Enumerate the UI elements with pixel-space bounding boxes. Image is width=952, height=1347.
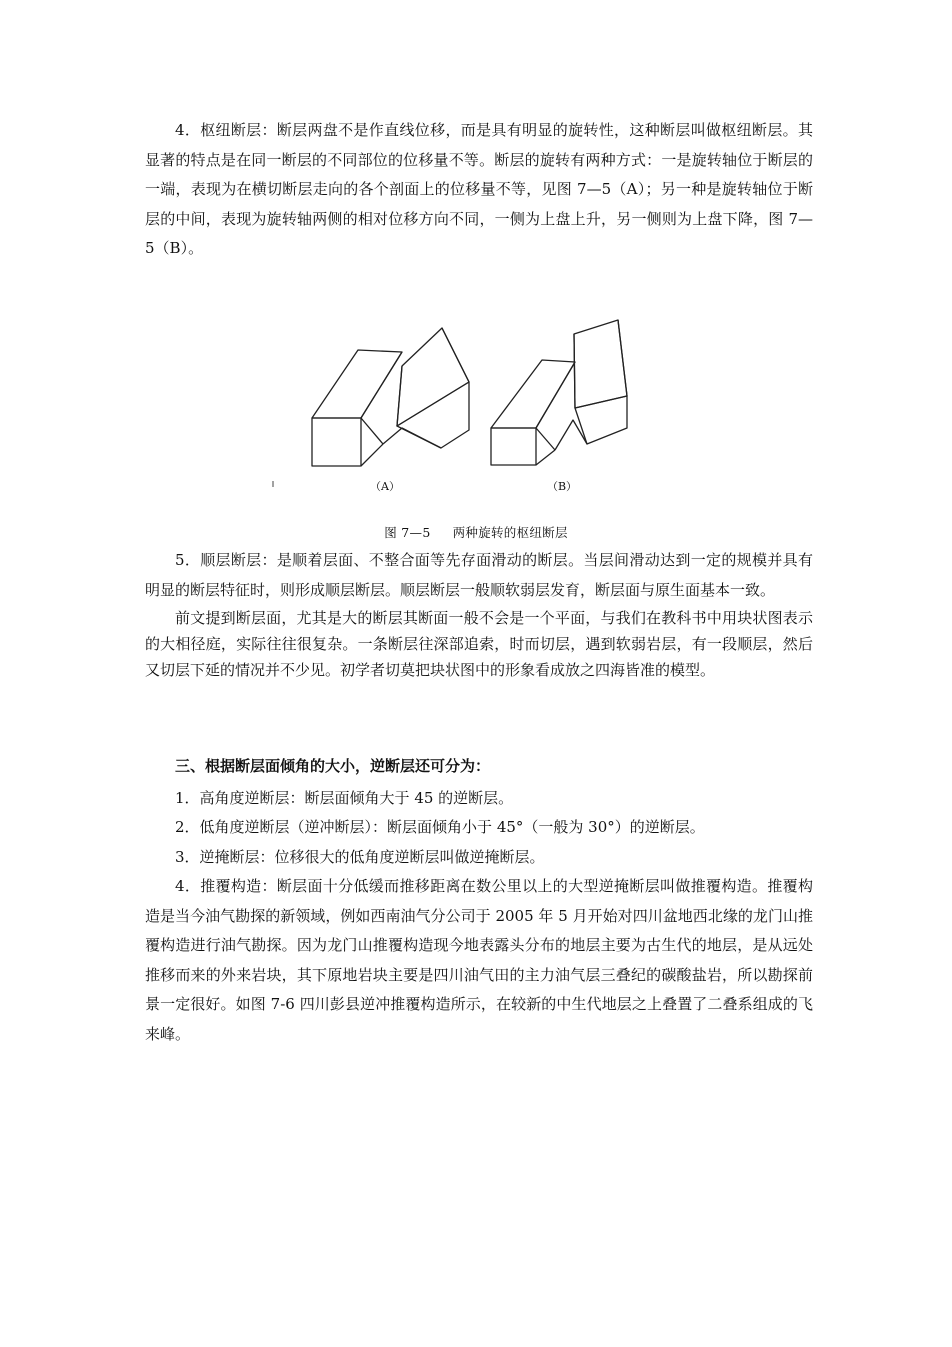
figure-caption-number: 图 7—5	[384, 525, 431, 540]
block-a-left	[312, 350, 402, 466]
block-b-right	[555, 320, 627, 450]
paragraph-nappe: 4．推覆构造：断层面十分低缓而推移距离在数公里以上的大型逆掩断层叫做推覆构造。推覆构造是当今油气勘探的新领域，例如西南油气分公司于 2005 年 5 月开始对四川盆地西北缘的龙门山推覆构造进行油气勘探。因为龙门山推覆构造现今地表露头分布的地层主要为古生代的地层，是从远处推移而来的外来岩块，其下原地岩块主要是四川油气田的主力油气层三叠纪的碳酸盐岩，所以勘探前景一定很好。如图 7-6 四川彭县逆冲推覆构造所示，在较新的中生代地层之上叠置了二叠系组成的飞来峰。	[145, 877, 813, 1043]
paragraph-bedding-fault: 5．顺层断层：是顺着层面、不整合面等先存面滑动的断层。当层间滑动达到一定的规模并具有明显的断层特征时，则形成顺层断层。顺层断层一般顺软弱层发育，断层面与原生面基本一致。	[145, 551, 813, 599]
text-block-bottom	[145, 752, 813, 1049]
figure-caption-title: 两种旋转的枢纽断层	[452, 525, 568, 540]
figure-label-a: （A）	[370, 480, 400, 493]
section-heading: 三、根据断层面倾角的大小，逆断层还可分为：	[175, 757, 491, 775]
block-b-left	[491, 360, 575, 465]
paragraph-hinge-fault: 4．枢纽断层：断层两盘不是作直线位移，而是具有明显的旋转性，这种断层叫做枢纽断层。其显著的特点是在同一断层的不同部位的位移量不等。断层的旋转有两种方式：一是旋转轴位于断层的一端，表现为在横切断层走向的各个剖面上的位移量不等，见图 7—5（A）；另一种是旋转轴位于断层的中间，表现为旋转轴两侧的相对位移方向不同，一侧为上盘上升，另一侧则为上盘下降，图 7—5（B）。	[145, 121, 813, 257]
text-block-top	[145, 116, 813, 264]
figure-caption	[0, 523, 952, 541]
figure-7-5	[265, 300, 685, 500]
paragraph-fault-surface-note: 前文提到断层面，尤其是大的断层其断面一般不会是一个平面，与我们在教科书中用块状图表示的大相径庭，实际往往很复杂。一条断层往深部追索，时而切层，遇到软弱岩层，有一段顺层，然后又切层下延的情况并不少见。初学者切莫把块状图中的形象看成放之四海皆准的模型。	[145, 609, 813, 679]
paragraph-high-angle: 1．高角度逆断层：断层面倾角大于 45 的逆断层。	[175, 788, 514, 807]
paragraph-low-angle: 2．低角度逆断层（逆冲断层）：断层面倾角小于 45°（一般为 30°）的逆断层。	[175, 818, 705, 836]
block-a-right	[383, 328, 469, 448]
text-block-middle	[145, 546, 813, 683]
figure-label-b: （B）	[546, 480, 578, 493]
paragraph-overthrust: 3．逆掩断层：位移很大的低角度逆断层叫做逆掩断层。	[175, 847, 545, 866]
hinge-fault-diagram	[265, 300, 685, 500]
